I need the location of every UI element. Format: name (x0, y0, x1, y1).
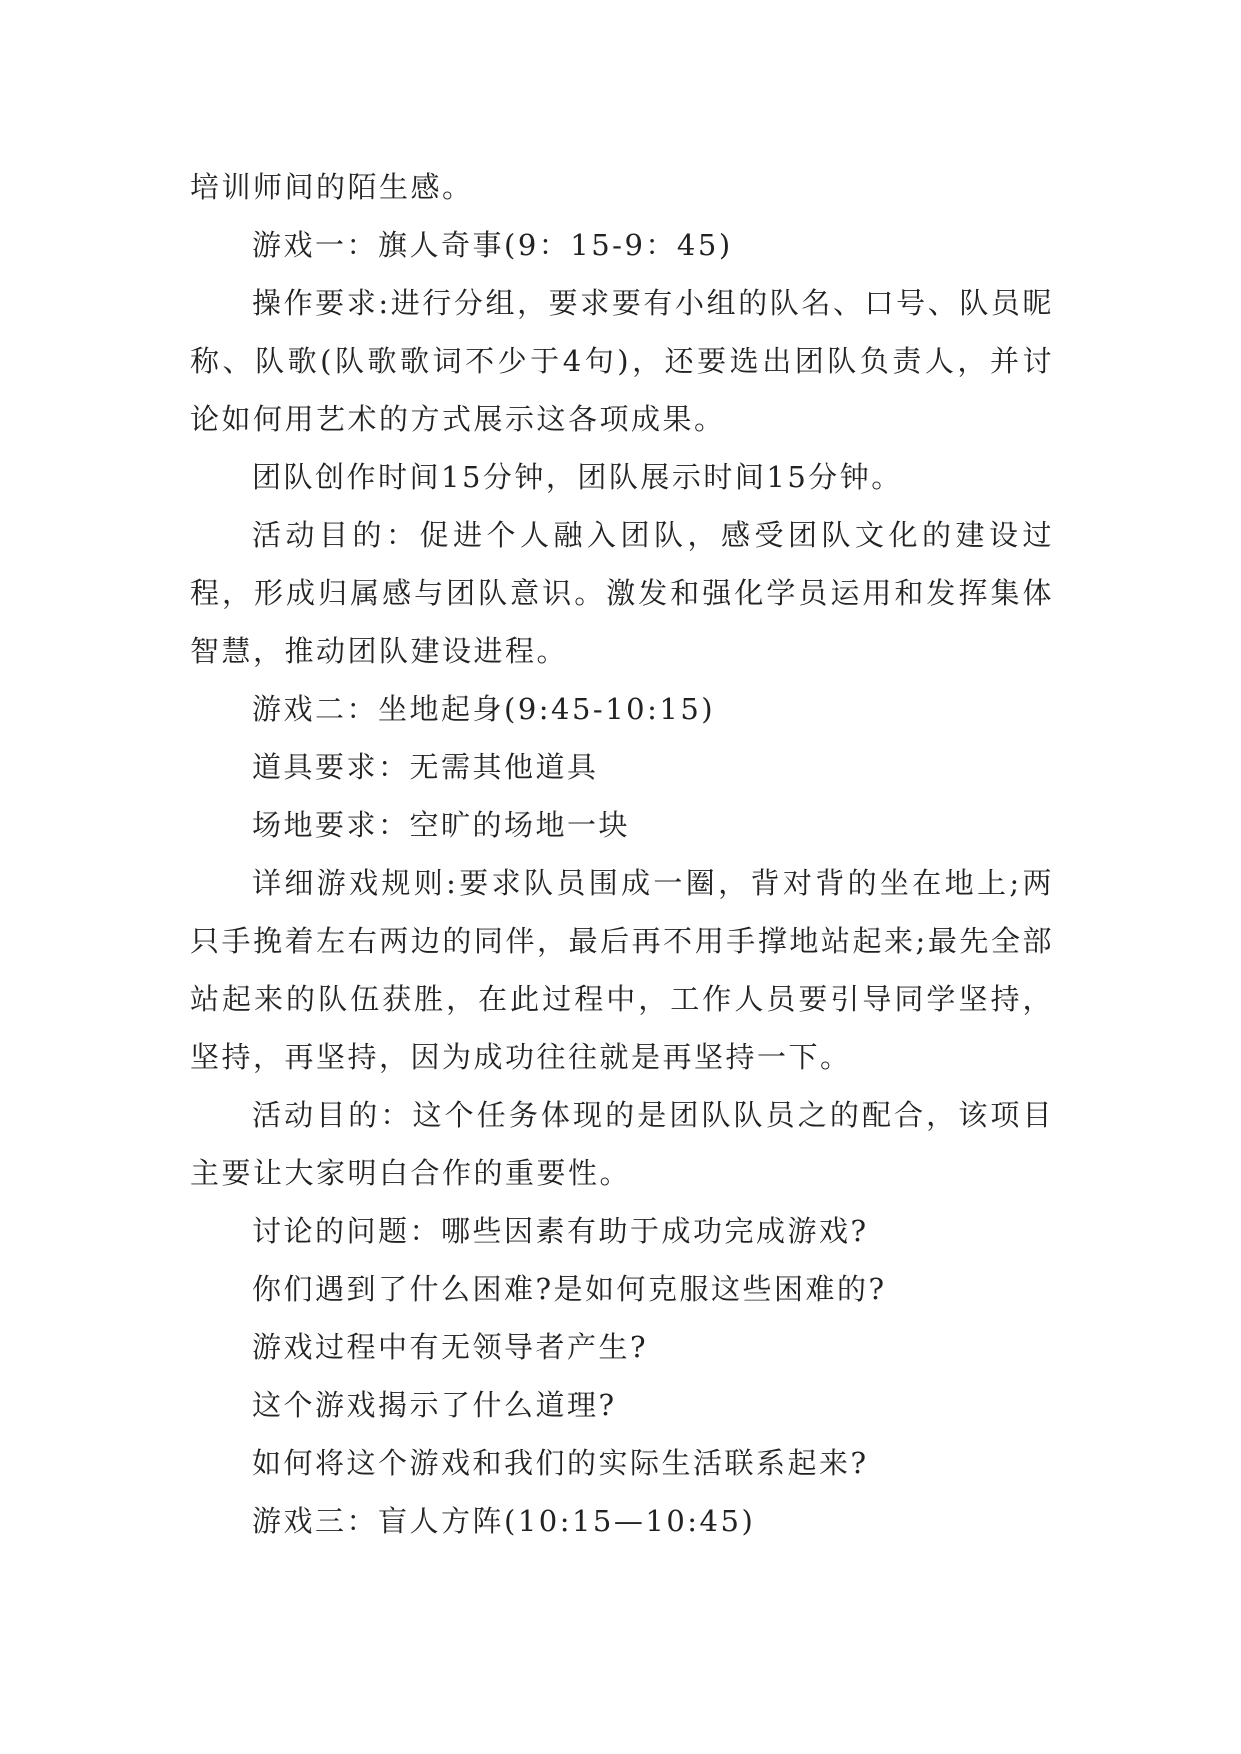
paragraph-prop-requirements: 道具要求：无需其他道具 (252, 750, 599, 784)
paragraph-discussion-question-1: 讨论的问题：哪些因素有助于成功完成游戏? (252, 1214, 869, 1248)
paragraph-team-time: 团队创作时间15分钟，团队展示时间15分钟。 (252, 460, 903, 494)
paragraph-discussion-question-5: 如何将这个游戏和我们的实际生活联系起来? (252, 1446, 869, 1480)
paragraph-discussion-question-3: 游戏过程中有无领导者产生? (252, 1330, 649, 1364)
heading-game-two: 游戏二：坐地起身(9:45-10:15) (252, 692, 716, 726)
paragraph-continuation: 培训师间的陌生感。 (190, 170, 474, 204)
document-body (190, 158, 1054, 1550)
paragraph-venue-requirements: 场地要求：空旷的场地一块 (252, 808, 631, 842)
paragraph-activity-purpose-two: 活动目的：这个任务体现的是团队队员之的配合，该项目主要让大家明白合作的重要性。 (190, 1098, 1054, 1190)
paragraph-operation-requirements: 操作要求:进行分组，要求要有小组的队名、口号、队员昵称、队歌(队歌歌词不少于4句)，还要选出团队负责人，并讨论如何用艺术的方式展示这各项成果。 (190, 286, 1054, 436)
paragraph-discussion-question-4: 这个游戏揭示了什么道理? (252, 1388, 617, 1422)
heading-game-one: 游戏一：旗人奇事(9：15-9：45) (252, 228, 733, 262)
paragraph-activity-purpose-one: 活动目的：促进个人融入团队，感受团队文化的建设过程，形成归属感与团队意识。激发和强化学员运用和发挥集体智慧，推动团队建设进程。 (190, 518, 1054, 668)
heading-game-three: 游戏三：盲人方阵(10:15—10:45) (252, 1504, 756, 1538)
paragraph-discussion-question-2: 你们遇到了什么困难?是如何克服这些困难的? (252, 1272, 887, 1306)
paragraph-game-rules: 详细游戏规则:要求队员围成一圈，背对背的坐在地上;两只手挽着左右两边的同伴，最后再不用手撑地站起来;最先全部站起来的队伍获胜，在此过程中，工作人员要引导同学坚持，坚持，再坚持，因为成功往往就是再坚持一下。 (190, 866, 1054, 1074)
